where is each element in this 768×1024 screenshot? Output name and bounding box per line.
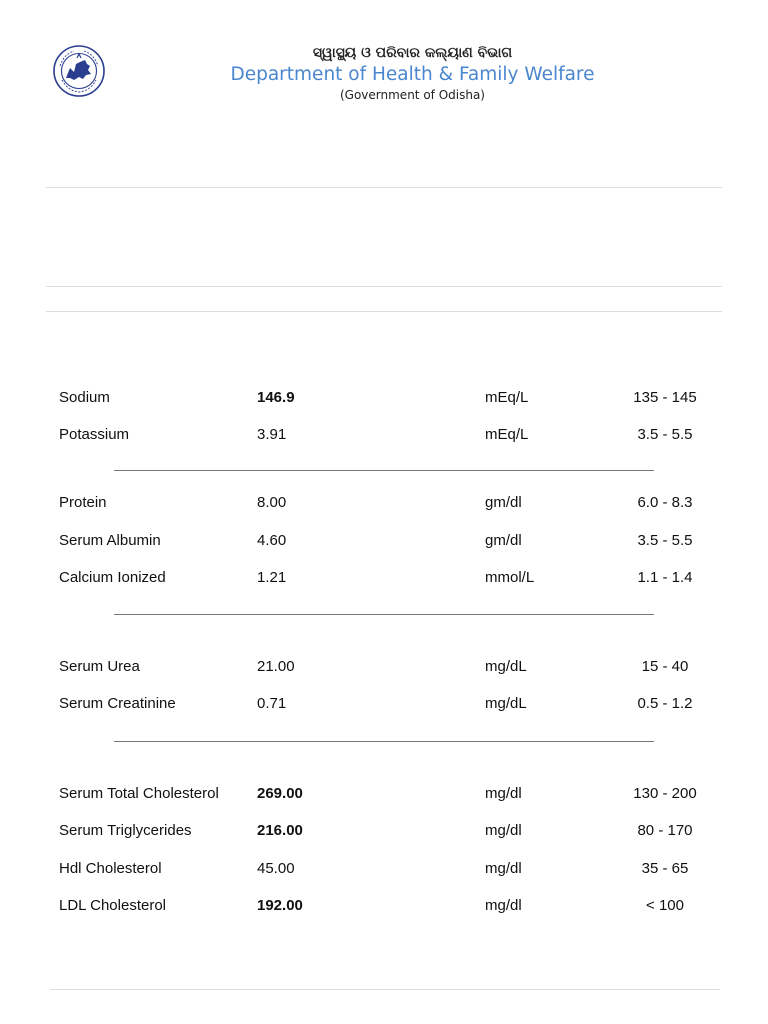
reference-range: 6.0 - 8.3 (637, 494, 693, 511)
test-unit: mg/dl (485, 822, 522, 839)
test-name: Serum Urea (59, 658, 140, 675)
reference-range: 135 - 145 (633, 389, 697, 406)
test-value: 4.60 (257, 532, 287, 549)
result-row-serum-albumin (0, 531, 768, 551)
result-row-hdl-cholesterol (0, 859, 768, 879)
divider (46, 311, 722, 312)
result-row-potassium (0, 425, 768, 445)
reference-range: 0.5 - 1.2 (637, 695, 693, 712)
test-unit: gm/dl (485, 494, 522, 511)
test-value: 146.9 (257, 389, 295, 406)
result-row-sodium (0, 388, 768, 408)
test-unit: mmol/L (485, 569, 535, 586)
test-value: 1.21 (257, 569, 287, 586)
test-name: Calcium Ionized (59, 569, 166, 586)
reference-range: < 100 (646, 897, 684, 914)
reference-range: 3.5 - 5.5 (637, 426, 693, 443)
section-separator (114, 470, 654, 471)
test-unit: mg/dl (485, 897, 522, 914)
test-unit: mg/dL (485, 658, 527, 675)
reference-range: 130 - 200 (633, 785, 697, 802)
test-name: Hdl Cholesterol (59, 860, 162, 877)
test-value: 0.71 (257, 695, 287, 712)
header-block (220, 44, 605, 103)
divider (50, 989, 720, 990)
result-row-serum-triglycerides (0, 821, 768, 841)
test-unit: gm/dl (485, 532, 522, 549)
test-name: Serum Triglycerides (59, 822, 192, 839)
result-row-serum-total-cholesterol (0, 784, 768, 804)
reference-range: 3.5 - 5.5 (637, 532, 693, 549)
divider (46, 286, 722, 287)
result-row-serum-urea (0, 657, 768, 677)
section-separator (114, 614, 654, 615)
reference-range: 80 - 170 (637, 822, 693, 839)
result-row-ldl-cholesterol (0, 896, 768, 916)
department-title-odia: ସ୍ୱାସ୍ଥ୍ୟ ଓ ପରିବାର କଲ୍ୟାଣ ବିଭାଗ (312, 45, 513, 61)
test-value: 21.00 (257, 658, 295, 675)
test-name: Serum Creatinine (59, 695, 176, 712)
reference-range: 1.1 - 1.4 (637, 569, 693, 586)
result-row-calcium-ionized (0, 568, 768, 588)
test-unit: mg/dl (485, 785, 522, 802)
test-name: Protein (59, 494, 107, 511)
test-name: LDL Cholesterol (59, 897, 166, 914)
test-value: 269.00 (257, 785, 303, 802)
test-name: Sodium (59, 389, 110, 406)
test-value: 216.00 (257, 822, 303, 839)
divider (46, 187, 722, 188)
test-unit: mg/dL (485, 695, 527, 712)
reference-range: 15 - 40 (641, 658, 689, 675)
government-subtitle: (Government of Odisha) (339, 88, 485, 102)
reference-range: 35 - 65 (641, 860, 689, 877)
result-row-serum-creatinine (0, 694, 768, 714)
test-unit: mg/dl (485, 860, 522, 877)
test-name: Serum Albumin (59, 532, 161, 549)
test-value: 192.00 (257, 897, 303, 914)
test-name: Potassium (59, 426, 130, 443)
test-value: 8.00 (257, 494, 287, 511)
test-unit: mEq/L (485, 426, 529, 443)
test-unit: mEq/L (485, 389, 529, 406)
section-separator (114, 741, 654, 742)
test-value: 3.91 (257, 426, 287, 443)
test-name: Serum Total Cholesterol (59, 785, 219, 802)
test-value: 45.00 (257, 860, 295, 877)
department-title: Department of Health & Family Welfare (230, 64, 595, 85)
odisha-emblem-icon (52, 44, 106, 98)
result-row-protein (0, 493, 768, 513)
